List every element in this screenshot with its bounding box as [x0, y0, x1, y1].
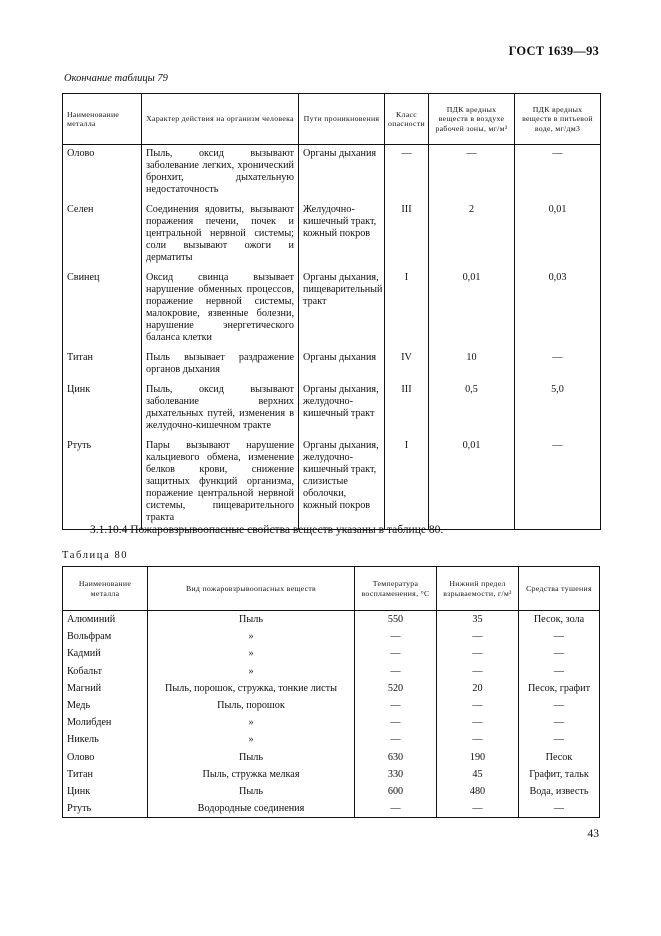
table79-header-row	[63, 94, 601, 145]
table80-header-kind: Вид пожаровзрывоопасных веществ	[148, 567, 355, 611]
table79-row	[63, 145, 601, 202]
cell-explosion-limit: —	[437, 800, 519, 818]
cell-extinguishing: Графит, тальк	[519, 766, 600, 783]
cell-hazard-kind: Пыль	[148, 783, 355, 800]
cell-metal: Магний	[63, 680, 148, 697]
table79-header-class: Класс опасности	[385, 94, 429, 145]
cell-explosion-limit: 20	[437, 680, 519, 697]
table80-row	[63, 766, 600, 783]
cell-explosion-limit: 35	[437, 611, 519, 629]
cell-hazard-kind: Пыль, стружка мелкая	[148, 766, 355, 783]
cell-hazard-kind: Водородные соединения	[148, 800, 355, 818]
cell-extinguishing: Песок, зола	[519, 611, 600, 629]
cell-metal: Титан	[63, 349, 142, 381]
cell-routes: Органы дыхания	[299, 145, 385, 202]
cell-explosion-limit: —	[437, 628, 519, 645]
cell-metal: Алюминий	[63, 611, 148, 629]
table79-header-action: Характер действия на организм человека	[142, 94, 299, 145]
cell-extinguishing: —	[519, 663, 600, 680]
cell-extinguishing: —	[519, 697, 600, 714]
table79-caption: Окончание таблицы 79	[64, 73, 168, 84]
cell-ignition-temp: 330	[355, 766, 437, 783]
cell-hazard-kind: »	[148, 663, 355, 680]
cell-metal: Титан	[63, 766, 148, 783]
cell-explosion-limit: —	[437, 714, 519, 731]
cell-metal: Селен	[63, 201, 142, 269]
cell-ignition-temp: —	[355, 663, 437, 680]
cell-air-pdk: 2	[429, 201, 515, 269]
cell-ignition-temp: 600	[355, 783, 437, 800]
table80-row	[63, 663, 600, 680]
cell-extinguishing: —	[519, 800, 600, 818]
cell-ignition-temp: —	[355, 628, 437, 645]
table80-row	[63, 680, 600, 697]
cell-class: III	[385, 201, 429, 269]
table80-header-row	[63, 567, 600, 611]
cell-class: IV	[385, 349, 429, 381]
cell-class: III	[385, 381, 429, 437]
cell-ignition-temp: —	[355, 800, 437, 818]
table79-row	[63, 349, 601, 381]
cell-metal: Молибден	[63, 714, 148, 731]
cell-class: I	[385, 437, 429, 530]
cell-ignition-temp: 520	[355, 680, 437, 697]
cell-action: Пыль, оксид вызывают заболевание верхних дыхательных путей, изменения в желудочно-кишечном тракте	[142, 381, 299, 437]
cell-water-pdk: —	[515, 145, 601, 202]
cell-class: I	[385, 269, 429, 349]
table79-header-metal: Наименование металла	[63, 94, 142, 145]
cell-metal: Свинец	[63, 269, 142, 349]
cell-extinguishing: Песок, графит	[519, 680, 600, 697]
cell-extinguishing: —	[519, 628, 600, 645]
cell-routes: Желудочно-кишечный тракт, кожный покров	[299, 201, 385, 269]
cell-ignition-temp: —	[355, 645, 437, 662]
cell-hazard-kind: Пыль	[148, 749, 355, 766]
cell-hazard-kind: »	[148, 645, 355, 662]
cell-explosion-limit: 190	[437, 749, 519, 766]
cell-explosion-limit: —	[437, 731, 519, 748]
standard-code: ГОСТ 1639—93	[508, 44, 599, 58]
table79	[62, 93, 601, 530]
table79-header-routes: Пути проникновения	[299, 94, 385, 145]
table79-row	[63, 381, 601, 437]
cell-ignition-temp: 550	[355, 611, 437, 629]
cell-action: Соединения ядовиты, вызывают поражения печени, почек и центральной нервной системы; соли вызывают ожоги и дерматиты	[142, 201, 299, 269]
table80-header-limit: Нижний предел взрываемости, г/м³	[437, 567, 519, 611]
cell-metal: Цинк	[63, 783, 148, 800]
cell-metal: Ртуть	[63, 800, 148, 818]
cell-routes: Органы дыхания	[299, 349, 385, 381]
table80-row	[63, 697, 600, 714]
table80-row	[63, 749, 600, 766]
table80-row	[63, 800, 600, 818]
cell-water-pdk: 5,0	[515, 381, 601, 437]
cell-class: —	[385, 145, 429, 202]
page-number: 43	[587, 828, 599, 840]
cell-explosion-limit: —	[437, 697, 519, 714]
cell-metal: Цинк	[63, 381, 142, 437]
cell-air-pdk: 10	[429, 349, 515, 381]
table80-row	[63, 714, 600, 731]
cell-air-pdk: 0,01	[429, 437, 515, 530]
cell-explosion-limit: —	[437, 645, 519, 662]
table80-header-temp: Температура воспламенения, °С	[355, 567, 437, 611]
cell-extinguishing: Песок	[519, 749, 600, 766]
table80-header-metal: Наименование металла	[63, 567, 148, 611]
cell-hazard-kind: Пыль, порошок	[148, 697, 355, 714]
table79-row	[63, 437, 601, 530]
cell-extinguishing: —	[519, 645, 600, 662]
cell-air-pdk: 0,5	[429, 381, 515, 437]
cell-ignition-temp: —	[355, 731, 437, 748]
table80-row	[63, 628, 600, 645]
table80	[62, 566, 600, 818]
cell-metal: Олово	[63, 145, 142, 202]
cell-water-pdk: 0,03	[515, 269, 601, 349]
table80-caption: Таблица 80	[62, 550, 129, 561]
cell-explosion-limit: —	[437, 663, 519, 680]
cell-explosion-limit: 45	[437, 766, 519, 783]
cell-routes: Органы дыхания, пищеварительный тракт	[299, 269, 385, 349]
cell-ignition-temp: —	[355, 714, 437, 731]
cell-metal: Кобальт	[63, 663, 148, 680]
cell-ignition-temp: —	[355, 697, 437, 714]
table79-header-water: ПДК вредных веществ в питьевой воде, мг/дм3	[515, 94, 601, 145]
table79-header-air: ПДК вредных веществ в воздухе рабочей зоны, мг/м³	[429, 94, 515, 145]
cell-hazard-kind: »	[148, 714, 355, 731]
cell-ignition-temp: 630	[355, 749, 437, 766]
cell-extinguishing: —	[519, 714, 600, 731]
cell-water-pdk: 0,01	[515, 201, 601, 269]
cell-action: Пыль, оксид вызывают заболевание легких, хронический бронхит, дыхательную недостаточность	[142, 145, 299, 202]
cell-explosion-limit: 480	[437, 783, 519, 800]
cell-water-pdk: —	[515, 437, 601, 530]
cell-metal: Вольфрам	[63, 628, 148, 645]
cell-hazard-kind: »	[148, 731, 355, 748]
cell-metal: Кадмий	[63, 645, 148, 662]
cell-routes: Органы дыхания, желудочно-кишечный тракт, слизистые оболочки, кожный покров	[299, 437, 385, 530]
cell-routes: Органы дыхания, желудочно-кишечный тракт	[299, 381, 385, 437]
table80-header-means: Средства тушения	[519, 567, 600, 611]
table80-row	[63, 783, 600, 800]
cell-hazard-kind: Пыль	[148, 611, 355, 629]
cell-metal: Медь	[63, 697, 148, 714]
cell-air-pdk: 0,01	[429, 269, 515, 349]
cell-metal: Ртуть	[63, 437, 142, 530]
cell-metal: Олово	[63, 749, 148, 766]
cell-action: Пары вызывают нарушение кальциевого обмена, изменение белков крови, снижение защитных функций организма, поражение центральной нервной системы, пищеварительного тракта	[142, 437, 299, 530]
paragraph-3-1-10-4: 3.1.10.4 Пожаровзрывоопасные свойства веществ указаны в таблице 80.	[90, 524, 444, 536]
cell-hazard-kind: Пыль, порошок, стружка, тонкие листы	[148, 680, 355, 697]
cell-extinguishing: Вода, известь	[519, 783, 600, 800]
table80-row	[63, 645, 600, 662]
cell-water-pdk: —	[515, 349, 601, 381]
table80-row	[63, 731, 600, 748]
table80-row	[63, 611, 600, 629]
cell-extinguishing: —	[519, 731, 600, 748]
cell-action: Пыль вызывает раздражение органов дыхания	[142, 349, 299, 381]
table79-row	[63, 269, 601, 349]
cell-metal: Никель	[63, 731, 148, 748]
cell-action: Оксид свинца вызывает нарушение обменных процессов, поражение нервной системы, малокровие, язвенные болезни, нарушение энергетического баланса клетки	[142, 269, 299, 349]
table79-row	[63, 201, 601, 269]
cell-air-pdk: —	[429, 145, 515, 202]
cell-hazard-kind: »	[148, 628, 355, 645]
